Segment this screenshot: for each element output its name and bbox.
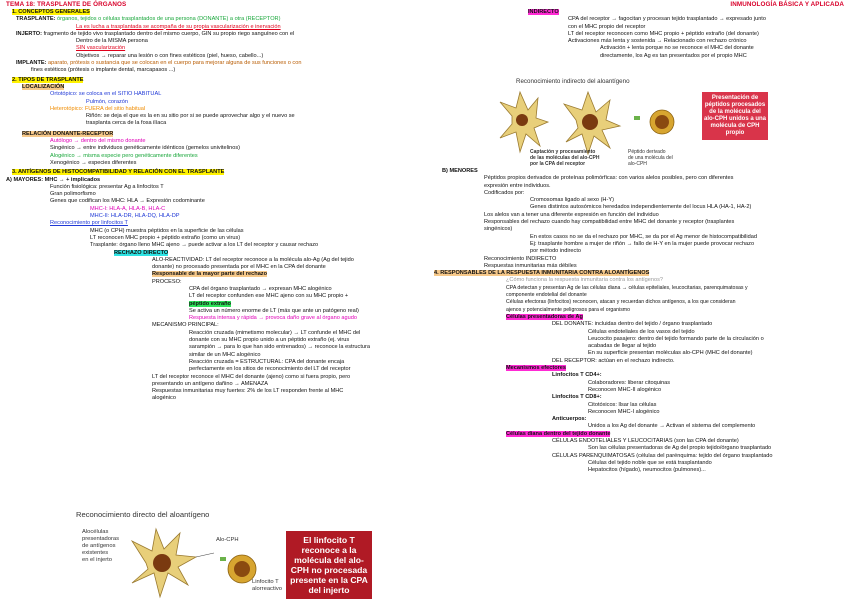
anticuerpos-heading: Anticuerpos: (552, 416, 587, 423)
indirecto-item-1b: con el MHC propio del receptor (568, 23, 646, 30)
trasplante-note: La es lucha a trasplantada se acompaña de su propia vascularización e inervación (76, 23, 281, 30)
figure-label-lt-2: alorreactivo (252, 586, 282, 592)
cd4-heading: Linfocitos T CD4+: (552, 372, 602, 379)
figure-label-lt: Linfocito T (252, 579, 279, 585)
indirecto-item-3: Activaciones más lenta y sostenida → Relacionado con rechazo crónico (568, 38, 747, 45)
diana-item-2: CÉLULAS PARENQUIMATOSAS (células del parénquima: tejido del órgano trasplantado (552, 452, 773, 459)
mhc-i-item: MHC-I: HLA-A, HLA-B, HLA-C (90, 205, 166, 212)
figure-2-title: Reconocimiento indirecto del aloantígeno (516, 78, 630, 85)
figure-caption-3: de antígenos (82, 543, 116, 549)
respuesta-note: Respuestas inmunitarias muy fuertes: 2% de los LT responden frente al MHC (152, 388, 344, 395)
alo-reactividad-2: donante) no procesado presentada por el MHC en la CPA del donante (152, 264, 326, 271)
implante-term: IMPLANTE: (16, 60, 47, 67)
reconocimiento-item-1: MHC (o CPH) muestra péptidos en la superficie de las células (90, 227, 244, 234)
right-column-lower (434, 168, 844, 474)
indirecto-heading: INDIRECTO (528, 9, 559, 15)
figure-2-caption-6: alo-CPH (628, 161, 647, 167)
menores-item-10: Respuestas inmunitarias más débiles (484, 262, 577, 269)
mecanismo-item-1b: donante con su MHC propio unido a un péptido extraño (ej. virus (189, 337, 350, 344)
proceso-heading: PROCESO: (152, 278, 182, 285)
cd8-heading: Linfocitos T CD8+: (552, 394, 602, 401)
reconocimiento-item-3: Trasplante: órgano lleno MHC ajeno → puede activar a los LT del receptor y causar rechazo (90, 242, 319, 249)
heterotopico-item: Heterotópico: FUERA del sitio habitual (50, 105, 146, 112)
figure-2-callout: Presentación de péptidos procesados de la molécula del alo-CPH unidos a una molécula de CPH propio (702, 92, 768, 140)
mhc-ii-item: MHC-II: HLA-DR, HLA-DQ, HLA-DP (90, 213, 180, 220)
menores-heading: B) MENORES (442, 168, 478, 174)
figure-2-caption-3: por la CPA del receptor (530, 161, 586, 167)
figure-caption-2: presentadoras (82, 536, 120, 542)
menores-item-1: Péptidos propios derivados de proteínas polimórficas: con varios alelos posibles, pero con diferentes (484, 175, 734, 182)
menores-item-7: En estos casos no se da el rechazo por MHC, se da por el Ag menor de histocompatibilidad (530, 233, 757, 240)
rechazo-directo-heading: RECHAZO DIRECTO (114, 249, 169, 256)
lt-note: LT del receptor reconoce el MHC del donante (ajeno) como si fuera propio, pero (152, 373, 351, 380)
implante-definition: aparato, prótesis o sustancia que se colocan en el cuerpo para mejorar alguna de sus funciones o con (46, 60, 302, 67)
section-3-heading: 3. ANTÍGENOS DE HISTOCOMPATIBILIDAD Y RELACIÓN CON EL TRASPLANTE (12, 169, 225, 176)
proceso-item-3: Se activa un número enorme de LT (más que ante un patógeno real) (189, 307, 359, 314)
xenogenico-item: Xenogénico → especies diferentes (50, 159, 137, 166)
menores-item-9: Reconocimiento INDIRECTO (484, 255, 557, 262)
figure-2-caption-1: Captación y procesamiento (530, 149, 596, 155)
figure-indirect-recognition (498, 78, 768, 170)
singenico-item: Singénico → entre individuos genéticamente idénticos (gemelos univitelinos) (50, 145, 240, 152)
question-item-1: CPA detectan y presentan Ag de las células diana → células epiteliales, leucocitarias, parenquimatosas y (506, 284, 748, 291)
indirecto-item-1: CPA del receptor → fagocitan y procesan tejido trasplantado → expresado junto (568, 16, 766, 23)
menores-item-8b: por método indirecto (530, 248, 581, 255)
proceso-item-2b: péptido extraño (189, 300, 231, 307)
implante-definition-2: fines estéticos (prótesis o implante dental, marcapasos ...) (31, 67, 176, 74)
menores-item-1b: expresión entre individuos. (484, 182, 551, 189)
donante-subitem-1: Células endoteliales de los vasos del tejido (588, 328, 695, 335)
relacion-heading: RELACIÓN DONANTE-RECEPTOR (22, 130, 114, 137)
cd8-item-1: Citotóxicos: llsar las células (588, 401, 657, 408)
injerto-item-3: Objetivos → reparar una lesión o con fines estéticos (piel, hueso, cabello...) (76, 52, 264, 59)
indirecto-item-4: Activación + lenta porque no se reconoce el MHC del donante (600, 45, 754, 52)
lt-note-2: presentando un antígeno dañino → AMENAZA (152, 380, 268, 387)
heterotopico-example-2: trasplanta cerca de la fosa ilíaca (86, 120, 167, 127)
menores-item-2: Codificados por: (484, 189, 525, 196)
section-1-heading: 1. CONCEPTOS GENERALES (12, 9, 90, 15)
localizacion-heading: LOCALIZACIÓN (22, 83, 65, 90)
injerto-term: INJERTO: (16, 30, 43, 37)
indirect-cell-illustration (498, 86, 698, 158)
figure-caption-1: Alocélulas (82, 529, 109, 535)
ortotopico-example: Pulmón, corazón (86, 98, 128, 105)
donante-subitem-2b: acabadas de llegar al tejido (588, 343, 657, 350)
cd8-item-2: Reconocen MHC-I alogénico (588, 408, 660, 415)
mayores-heading: A) MAYORES: MHC → + implicados (6, 176, 101, 183)
indirecto-item-4b: directamente, los Ag es tan presentados por el propio MHC (600, 52, 747, 59)
alo-reactividad: ALO-REACTIVIDAD: LT del receptor reconoce a la molécula alo-Ag (Ag del tejido (152, 256, 354, 263)
question-item-2b: ajenos y potencialmente peligrosos para el organismo (506, 306, 630, 313)
mayores-item-2: Gran polimorfismo (50, 191, 96, 198)
figure-label-alo-cph: Alo-CPH (216, 537, 239, 543)
menores-item-6: Responsables del rechazo cuando hay compatibilidad entre MHC del donante y receptor (trasplantes (484, 219, 735, 226)
mecanismos-heading: Mecanismos efectores (506, 365, 567, 372)
mecanismo-item-2b: perfectamente en los sitios de reconocimiento del LT del receptor (189, 366, 351, 373)
mecanismo-item-1: Reacción cruzada (mimetismo molecular) → LT confunde el MHC del (189, 329, 361, 336)
diana-subitem-3: Hepatocitos (hígado), neumocitos (pulmones)... (588, 467, 706, 474)
course-title: INMUNOLOGÍA BÁSICA Y APLICADA (730, 1, 844, 8)
donante-subitem-3: En su superficie presentan moléculas alo-CPH (MHC del donante) (588, 350, 753, 357)
indirecto-item-2: LT del receptor reconocen como MHC propio + péptido extraño (del donante) (568, 30, 759, 37)
question-item-1b: componente endotelial del donante (506, 292, 587, 299)
cd4-item-2: Reconocen MHC-II alogénico (588, 386, 662, 393)
autologo-item: Autólogo → dentro del mismo donante (50, 138, 146, 145)
cpa-heading: Células presentadoras de Ag (506, 313, 583, 320)
responsable-note: Responsable de la mayor parte del rechazo (152, 271, 268, 278)
proceso-item-4: Respuesta intensa y rápida → provoca daño grave al órgano agudo (189, 315, 357, 322)
heterotopico-example: Riñón: se deja el que es la en su sitio por si se puede aprovechar algo y el nuevo se (86, 113, 295, 120)
section-4-heading: 4. RESPONSABLES DE LA RESPUESTA INMUNITARIA CONTRA ALOANTÍGENOS (434, 270, 650, 277)
injerto-item-2: SIN vascularización (76, 45, 126, 52)
trasplante-definition: órganos, tejidos o células trasplantados de una persona (DONANTE) a otra (RECEPTOR) (55, 16, 281, 23)
right-column (434, 0, 844, 60)
menores-item-4: Genes distintos autosómicos heredados independientemente del locus HLA (HA-1, HA-2) (530, 204, 752, 211)
menores-item-8: Ej: trasplante hombre a mujer de riñón → fallo de H-Y en la mujer puede provocar rechazo (530, 240, 755, 247)
figure-title: Reconocimiento directo del aloantígeno (76, 510, 210, 519)
left-column (6, 0, 416, 403)
trasplante-term: TRASPLANTE: (16, 16, 56, 23)
receptor-item: DEL RECEPTOR: actúan en el rechazo indirecto. (552, 357, 675, 364)
injerto-definition: fragmento de tejido vivo trasplantado dentro del mismo cuerpo, GIN su propio riego sanguíneo con el (42, 30, 295, 37)
figure-caption-4: existentes (82, 550, 109, 556)
section-2-heading: 2. TIPOS DE TRASPLANTE (12, 76, 84, 83)
mecanismo-item-1d: similar de un MHC alogénico (189, 351, 261, 358)
diana-item-1: CÉLULAS ENDOTELIALES Y LEUCOCITARIAS (son las CPA del donante) (552, 437, 739, 444)
anticuerpos-item: Unidos a los Ag del donante → Activan el sistema del complemento (588, 423, 756, 430)
menores-item-5: Los alelos van a tener una diferente expresión en función del individuo (484, 211, 659, 218)
question: ¿Cómo funciona la respuesta inmunitaria contra los antígenos? (506, 277, 664, 284)
figure-callout: El linfocito T reconoce a la molécula del alo-CPH no procesada presente en la CPA del injerto (286, 531, 372, 599)
donante-subitem-2: Leucocito pasajero: dentro del tejido formando parte de la circulación o (588, 335, 764, 342)
menores-item-6b: singénicos) (484, 226, 513, 233)
menores-item-3: Cromosomas ligado al sexo (H-Y) (530, 197, 614, 204)
reconocimiento-heading: Reconocimiento por linfocitos T (50, 220, 128, 227)
proceso-item-1: CPA del órgano trasplantado → expresan MHC alogénico (189, 285, 332, 292)
mecanismo-item-2: Reacción cruzada = ESTRUCTURAL: CPA del donante encaja (189, 358, 345, 365)
injerto-item-1: Dentro de la MISMA persona (76, 38, 148, 45)
alogenico-item: Alogénico → misma especie pero genéticamente diferentes (50, 152, 198, 159)
ortotopico-item: Ortotópico: se coloca en el SITIO HABITUAL (50, 91, 162, 98)
mecanismo-item-1c: sarampión → para lo que han sido entrenados) → reconoce la estructura (189, 344, 370, 351)
figure-direct-recognition (76, 511, 368, 600)
question-item-2: Células efectoras (linfocitos) reconocen, atacan y recuerdan dichos antígenos, a los que consideran (506, 299, 736, 306)
proceso-item-2: LT del receptor confunden ese MHC ajeno con su MHC propio + (189, 293, 349, 300)
figure-2-caption-4: Péptido derivado (628, 149, 666, 155)
diana-subitem-1: Son las células presentadoras de Ag del propio tejido/órgano trasplantado (588, 445, 772, 452)
reconocimiento-item-2: LT reconocen MHC propio + péptido extraño (como un virus) (90, 234, 241, 241)
mayores-item-1: Función fisiológica: presentar Ag a linfocitos T (50, 183, 164, 190)
figure-2-caption-2: de las moléculas del alo-CPH (530, 155, 600, 161)
diana-heading: Células diana dentro del tejido donante (506, 430, 611, 437)
mayores-item-3: Genes que codifican los MHC: HLA → Expresión codominante (50, 198, 205, 205)
diana-subitem-2: Células del tejido noble que se está trasplantando (588, 459, 712, 466)
figure-caption-5: en el injerto (82, 557, 112, 563)
donante-item: DEL DONANTE: incluidas dentro del tejido / órgano trasplantado (552, 321, 713, 328)
page-title: TEMA 18: TRASPLANTE DE ÓRGANOS (6, 1, 127, 8)
cd4-item-1: Colaboradores: liberar citoquinas (588, 379, 671, 386)
mecanismo-heading: MECANISMO PRINCIPAL: (152, 322, 219, 329)
figure-2-caption-5: de una molécula del (628, 155, 673, 161)
respuesta-note-2: alogénico (152, 395, 176, 402)
